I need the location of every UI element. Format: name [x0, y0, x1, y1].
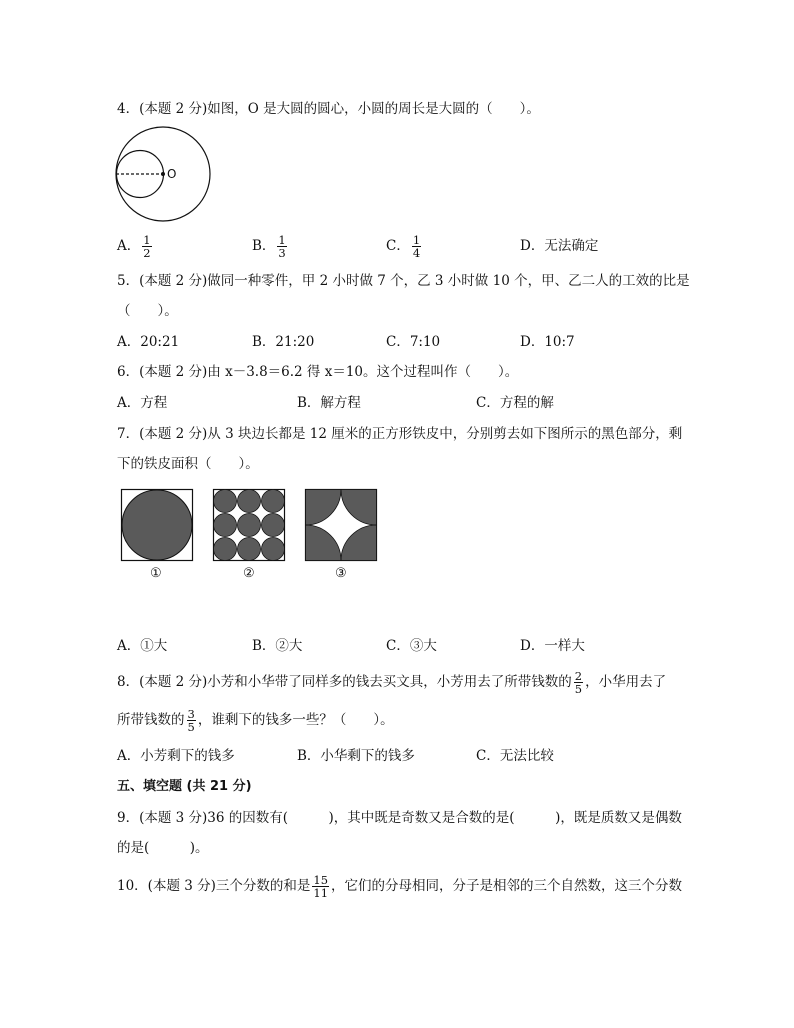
q5-option-b: B．21:20 — [252, 334, 315, 350]
q5-option-d: D．10:7 — [520, 334, 575, 350]
q7-fig2-circle — [238, 514, 261, 537]
q7-option-c: C．③大 — [386, 638, 437, 654]
q7-figure-2 — [213, 489, 285, 561]
q6-option-b: B．解方程 — [297, 395, 361, 411]
q7-option-d: D．一样大 — [520, 638, 585, 654]
q7-figure-1 — [121, 489, 193, 561]
q5-option-c: C．7:10 — [386, 334, 441, 350]
q6-stem: 6．(本题 2 分)由 x－3.8＝6.2 得 x＝10。这个过程叫作（ ）。 — [117, 364, 519, 380]
q4-stem: 4．(本题 2 分)如图，O 是大圆的圆心，小圆的周长是大圆的（ ）。 — [117, 101, 540, 117]
q7-stem-line2: 下的铁皮面积（ ）。 — [117, 456, 259, 472]
q7-fig2-circle — [262, 490, 285, 513]
q10-stem-line1: 10．(本题 3 分)三个分数的和是 $\frac{15}{11}$ ，它们的分母相同，分子是相邻的三个自然数，这三个分数 — [117, 873, 683, 900]
q4-option-a: A． $\frac{1}{2}$ — [117, 233, 151, 260]
q9-stem-line2: 的是( )。 — [117, 840, 209, 856]
q4-option-b: B． $\frac{1}{3}$ — [252, 233, 286, 260]
q10-fraction-15-11: $\frac{15}{11}$ — [313, 873, 329, 900]
q7-option-a: A．①大 — [117, 638, 168, 654]
q7-fig1-circle — [122, 490, 192, 560]
q6-option-a: A．方程 — [117, 395, 168, 411]
q7-figure-3 — [305, 489, 377, 561]
q4-circle-figure — [114, 125, 214, 225]
q7-fig2-circle — [262, 538, 285, 561]
q4-center-label: O — [167, 167, 177, 181]
q7-figure-3-label: ③ — [335, 566, 347, 581]
q7-fig2-circle — [238, 490, 261, 513]
q5-stem-line2: （ ）。 — [117, 303, 178, 319]
q5-stem-line1: 5．(本题 2 分)做同一种零件，甲 2 小时做 7 个，乙 3 小时做 10 个，甲、乙二人的工效的比是 — [117, 273, 690, 289]
section-5-title: 五、填空题 (共 21 分) — [117, 779, 252, 794]
q7-fig2-circle — [214, 538, 237, 561]
q7-option-b: B．②大 — [252, 638, 303, 654]
q4-option-c: C． $\frac{1}{4}$ — [386, 233, 421, 260]
q7-stem-line1: 7．(本题 2 分)从 3 块边长都是 12 厘米的正方形铁皮中，分别剪去如下图所示的黑色部分，剩 — [117, 426, 683, 442]
q7-fig2-circle — [262, 514, 285, 537]
q8-fraction-2-5: $\frac{2}{5}$ — [574, 669, 583, 696]
q8-stem-line1: 8．(本题 2 分)小芳和小华带了同样多的钱去买文具，小芳用去了所带钱数的 $\frac{2}{5}$ ，小华用去了 — [117, 669, 667, 696]
q4-center-dot — [161, 172, 165, 176]
q8-option-a: A．小芳剩下的钱多 — [117, 748, 235, 764]
q4-option-d: D．无法确定 — [520, 238, 599, 254]
q6-option-c: C．方程的解 — [476, 395, 554, 411]
q5-option-a: A．20:21 — [117, 334, 180, 350]
q9-stem-line1: 9．(本题 3 分)36 的因数有( )，其中既是奇数又是合数的是( )，既是质数又是偶数 — [117, 810, 682, 826]
q7-figure-2-label: ② — [243, 566, 255, 581]
q7-fig2-circle — [214, 490, 237, 513]
q7-fig2-circle — [238, 538, 261, 561]
q8-option-b: B．小华剩下的钱多 — [297, 748, 415, 764]
q8-fraction-3-5: $\frac{3}{5}$ — [187, 707, 195, 734]
q7-fig2-circle — [214, 514, 237, 537]
q7-figure-1-label: ① — [150, 566, 162, 581]
q8-option-c: C．无法比较 — [476, 748, 554, 764]
q8-stem-line2: 所带钱数的 $\frac{3}{5}$ ，谁剩下的钱多一些？（ ）。 — [117, 707, 394, 734]
